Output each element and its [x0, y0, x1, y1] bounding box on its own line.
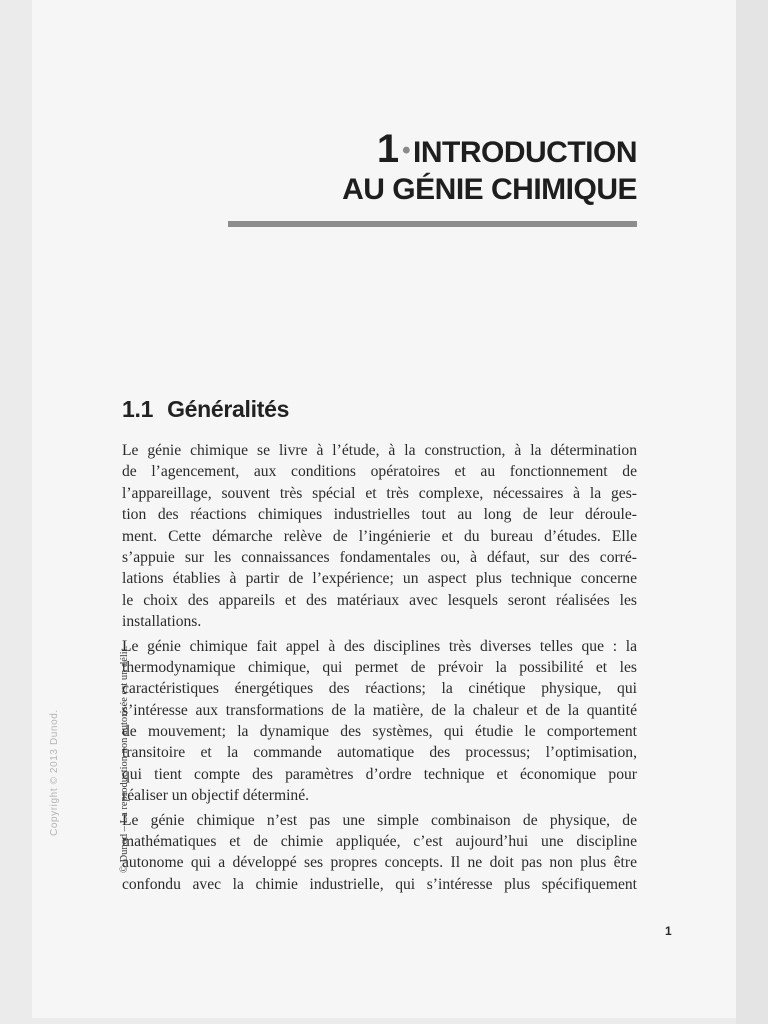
paragraph	[122, 810, 637, 896]
paragraph	[122, 636, 637, 807]
text-line: s’intéresse aux transformations de la matière, de la chaleur et de la quantité	[122, 701, 637, 719]
chapter-divider	[228, 221, 637, 227]
text-line: Le génie chimique fait appel à des disciplines très diverses telles que : la	[122, 637, 637, 655]
text-line: thermodynamique chimique, qui permet de prévoir la possibilité et les	[122, 658, 637, 676]
chapter-title-line1: INTRODUCTION	[413, 136, 637, 169]
chapter-number: 1	[376, 127, 400, 171]
text-line: de l’agencement, aux conditions opératoires et au fonctionnement de	[122, 463, 637, 481]
chapter-title	[342, 127, 637, 208]
book-page	[32, 0, 736, 1018]
text-line: l’appareillage, souvent très spécial et très complexe, nécessaires à la ges-	[122, 484, 637, 502]
text-line: qui tient compte des paramètres d’ordre technique et économique pour	[122, 765, 637, 783]
body-text	[122, 440, 637, 898]
text-line: s’appuie sur les connaissances fondamentales ou, à défaut, sur des corré-	[122, 548, 637, 566]
text-line: Le génie chimique n’est pas une simple combinaison de physique, de	[122, 811, 637, 829]
text-line: le choix des appareils et des matériaux avec lesquels seront réalisées les	[122, 591, 637, 609]
section-number: 1.1	[122, 396, 154, 422]
text-line: lations établies à partir de l’expérience; un aspect plus technique concerne	[122, 570, 637, 588]
section-heading	[122, 396, 289, 423]
page-edge	[736, 0, 768, 1024]
text-line: installations.	[122, 613, 202, 631]
text-line: mathématiques et de chimie appliquée, c’est aujourd’hui une discipline	[122, 833, 637, 851]
text-line: caractéristiques énergétiques des réactions; la cinétique physique, qui	[122, 680, 637, 698]
text-line: transitoire et la commande automatique des processus; l’optimisation,	[122, 744, 637, 762]
paragraph	[122, 440, 637, 633]
text-line: réaliser un objectif déterminé.	[122, 787, 310, 805]
text-line: Le génie chimique se livre à l’étude, à la construction, à la détermination	[122, 442, 637, 459]
copyright-watermark: Copyright © 2013 Dunod.	[49, 709, 60, 836]
text-line: tion des réactions chimiques industrielles tout au long de leur déroule-	[122, 506, 637, 524]
text-line: de mouvement; la dynamique des systèmes, qui étudie le comportement	[122, 723, 637, 741]
chapter-title-line2: AU GÉNIE CHIMIQUE	[342, 173, 637, 206]
chapter-bullet: •	[402, 137, 411, 164]
text-line: autonome qui a développé ses propres concepts. Il ne doit pas non plus être	[122, 854, 637, 872]
text-line: confondu avec la chimie industrielle, qui s’intéresse plus spécifiquement	[122, 875, 637, 893]
section-title: Généralités	[167, 396, 290, 422]
page-number: 1	[665, 924, 672, 938]
text-line: ment. Cette démarche relève de l’ingénierie et du bureau d’études. Elle	[122, 527, 637, 545]
reproduction-notice: © Dunod – La reproduction non autorisée est un délit.	[119, 645, 130, 873]
